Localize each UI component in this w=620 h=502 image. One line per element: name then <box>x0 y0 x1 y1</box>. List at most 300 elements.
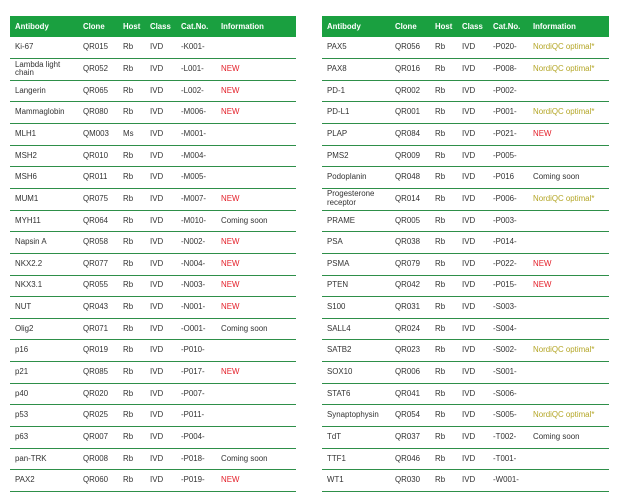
cell-clone: QM003 <box>78 124 118 146</box>
cell-host: Rb <box>430 297 457 319</box>
cell-class: IVD <box>145 427 176 449</box>
cell-cat-no: -P004- <box>176 427 216 449</box>
cell-cat-no: -T001- <box>488 448 528 470</box>
cell-clone: QR011 <box>78 167 118 189</box>
table-row <box>10 80 296 102</box>
cell-cat-no: -P006- <box>488 188 528 210</box>
cell-information: NEW <box>216 188 296 210</box>
cell-clone: QR060 <box>78 470 118 492</box>
header-host: Host <box>118 16 145 37</box>
cell-clone: QR064 <box>78 210 118 232</box>
cell-host: Rb <box>118 275 145 297</box>
cell-antibody: Progesterone receptor <box>322 188 390 210</box>
cell-host: Rb <box>118 102 145 124</box>
cell-cat-no: -N001- <box>176 297 216 319</box>
table-row <box>322 253 609 275</box>
cell-class: IVD <box>145 188 176 210</box>
cell-antibody: PLAP <box>322 124 390 146</box>
cell-clone: QR056 <box>390 37 430 59</box>
cell-information <box>528 318 609 340</box>
cell-cat-no: -M001- <box>176 124 216 146</box>
cell-class: IVD <box>457 383 488 405</box>
cell-information: Coming soon <box>216 448 296 470</box>
cell-antibody: Podoplanin <box>322 167 390 189</box>
cell-class: IVD <box>145 210 176 232</box>
table-row <box>322 124 609 146</box>
header-clone: Clone <box>78 16 118 37</box>
table-row <box>10 405 296 427</box>
cell-information: NEW <box>216 253 296 275</box>
cell-host: Rb <box>430 232 457 254</box>
cell-antibody: WT1 <box>322 470 390 492</box>
cell-host: Rb <box>430 448 457 470</box>
cell-information <box>528 470 609 492</box>
table-row <box>322 210 609 232</box>
cell-antibody: PSMA <box>322 253 390 275</box>
cell-class: IVD <box>145 448 176 470</box>
cell-clone: QR007 <box>78 427 118 449</box>
cell-clone: QR008 <box>78 448 118 470</box>
cell-host: Rb <box>430 427 457 449</box>
table-row <box>10 470 296 492</box>
cell-antibody: Ki-67 <box>10 37 78 59</box>
antibody-table-right <box>322 16 609 492</box>
cell-class: IVD <box>457 145 488 167</box>
cell-clone: QR058 <box>78 232 118 254</box>
table-row <box>10 167 296 189</box>
cell-class: IVD <box>145 318 176 340</box>
cell-information: NEW <box>216 102 296 124</box>
cell-antibody: SALL4 <box>322 318 390 340</box>
cell-class: IVD <box>145 145 176 167</box>
cell-class: IVD <box>145 102 176 124</box>
cell-clone: QR023 <box>390 340 430 362</box>
cell-antibody: Lambda light chain <box>10 59 78 81</box>
header-cat-no: Cat.No. <box>488 16 528 37</box>
cell-class: IVD <box>457 405 488 427</box>
cell-information <box>528 297 609 319</box>
cell-clone: QR085 <box>78 362 118 384</box>
cell-information <box>216 167 296 189</box>
cell-information: NordiQC optimal* <box>528 59 609 81</box>
cell-information <box>528 145 609 167</box>
cell-antibody: PRAME <box>322 210 390 232</box>
table-row <box>10 124 296 146</box>
cell-class: IVD <box>457 470 488 492</box>
header-information: Information <box>216 16 296 37</box>
cell-clone: QR010 <box>78 145 118 167</box>
cell-antibody: Langerin <box>10 80 78 102</box>
table-row <box>322 80 609 102</box>
cell-cat-no: -P001- <box>488 102 528 124</box>
cell-clone: QR079 <box>390 253 430 275</box>
cell-information: NEW <box>528 124 609 146</box>
table-body <box>10 37 296 491</box>
table-row <box>10 340 296 362</box>
cell-host: Rb <box>430 405 457 427</box>
cell-antibody: Synaptophysin <box>322 405 390 427</box>
cell-cat-no: -P021- <box>488 124 528 146</box>
cell-clone: QR071 <box>78 318 118 340</box>
cell-antibody: p21 <box>10 362 78 384</box>
cell-cat-no: -M010- <box>176 210 216 232</box>
cell-class: IVD <box>457 102 488 124</box>
cell-class: IVD <box>457 253 488 275</box>
cell-host: Rb <box>118 427 145 449</box>
cell-clone: QR046 <box>390 448 430 470</box>
cell-clone: QR075 <box>78 188 118 210</box>
cell-host: Rb <box>118 188 145 210</box>
table-header-row <box>322 16 609 37</box>
cell-information: NEW <box>216 80 296 102</box>
cell-clone: QR009 <box>390 145 430 167</box>
cell-class: IVD <box>145 470 176 492</box>
cell-cat-no: -P010- <box>176 340 216 362</box>
cell-information <box>528 448 609 470</box>
cell-antibody: MYH11 <box>10 210 78 232</box>
header-antibody: Antibody <box>10 16 78 37</box>
table-row <box>10 102 296 124</box>
cell-antibody: PAX5 <box>322 37 390 59</box>
cell-host: Rb <box>430 275 457 297</box>
table-row <box>10 297 296 319</box>
table-body <box>322 37 609 491</box>
cell-class: IVD <box>457 297 488 319</box>
table-row <box>322 470 609 492</box>
cell-cat-no: -S002- <box>488 340 528 362</box>
cell-clone: QR037 <box>390 427 430 449</box>
cell-host: Rb <box>118 297 145 319</box>
cell-cat-no: -L001- <box>176 59 216 81</box>
cell-cat-no: -P017- <box>176 362 216 384</box>
cell-cat-no: -M007- <box>176 188 216 210</box>
cell-class: IVD <box>145 232 176 254</box>
cell-information <box>528 383 609 405</box>
cell-host: Rb <box>118 340 145 362</box>
table-row <box>322 37 609 59</box>
cell-information <box>528 80 609 102</box>
cell-host: Rb <box>118 80 145 102</box>
cell-cat-no: -L002- <box>176 80 216 102</box>
cell-information: Coming soon <box>528 167 609 189</box>
cell-antibody: SATB2 <box>322 340 390 362</box>
cell-class: IVD <box>457 124 488 146</box>
cell-antibody: MSH6 <box>10 167 78 189</box>
cell-host: Rb <box>118 448 145 470</box>
cell-class: IVD <box>457 275 488 297</box>
cell-class: IVD <box>457 318 488 340</box>
cell-cat-no: -S001- <box>488 362 528 384</box>
cell-clone: QR001 <box>390 102 430 124</box>
cell-host: Rb <box>118 470 145 492</box>
cell-cat-no: -P005- <box>488 145 528 167</box>
cell-antibody: S100 <box>322 297 390 319</box>
cell-antibody: PTEN <box>322 275 390 297</box>
cell-class: IVD <box>457 427 488 449</box>
cell-cat-no: -S004- <box>488 318 528 340</box>
cell-host: Rb <box>430 102 457 124</box>
table-row <box>322 188 609 210</box>
cell-antibody: NUT <box>10 297 78 319</box>
cell-information: NEW <box>528 253 609 275</box>
cell-class: IVD <box>145 405 176 427</box>
cell-information: NordiQC optimal* <box>528 340 609 362</box>
cell-class: IVD <box>457 232 488 254</box>
cell-clone: QR005 <box>390 210 430 232</box>
header-clone: Clone <box>390 16 430 37</box>
cell-cat-no: -M004- <box>176 145 216 167</box>
cell-class: IVD <box>145 340 176 362</box>
table-row <box>322 167 609 189</box>
cell-host: Rb <box>430 253 457 275</box>
cell-host: Rb <box>118 37 145 59</box>
cell-clone: QR054 <box>390 405 430 427</box>
cell-class: IVD <box>145 275 176 297</box>
cell-clone: QR025 <box>78 405 118 427</box>
cell-clone: QR016 <box>390 59 430 81</box>
cell-information: NEW <box>216 275 296 297</box>
table-row <box>322 383 609 405</box>
cell-cat-no: -O001- <box>176 318 216 340</box>
cell-antibody: TTF1 <box>322 448 390 470</box>
antibody-table-left <box>10 16 296 492</box>
cell-clone: QR015 <box>78 37 118 59</box>
cell-clone: QR055 <box>78 275 118 297</box>
header-cat-no: Cat.No. <box>176 16 216 37</box>
cell-class: IVD <box>145 297 176 319</box>
cell-clone: QR080 <box>78 102 118 124</box>
cell-class: IVD <box>457 37 488 59</box>
cell-host: Rb <box>430 145 457 167</box>
header-class: Class <box>145 16 176 37</box>
cell-clone: QR024 <box>390 318 430 340</box>
cell-clone: QR006 <box>390 362 430 384</box>
cell-class: IVD <box>145 124 176 146</box>
cell-clone: QR002 <box>390 80 430 102</box>
cell-antibody: PAX2 <box>10 470 78 492</box>
table-row <box>10 253 296 275</box>
cell-information: NEW <box>528 275 609 297</box>
cell-host: Rb <box>118 59 145 81</box>
cell-cat-no: -N003- <box>176 275 216 297</box>
cell-class: IVD <box>457 167 488 189</box>
cell-class: IVD <box>145 253 176 275</box>
cell-cat-no: -P019- <box>176 470 216 492</box>
cell-clone: QR041 <box>390 383 430 405</box>
cell-host: Rb <box>118 362 145 384</box>
cell-host: Rb <box>118 318 145 340</box>
cell-cat-no: -P003- <box>488 210 528 232</box>
table-row <box>322 362 609 384</box>
cell-cat-no: -S003- <box>488 297 528 319</box>
cell-clone: QR043 <box>78 297 118 319</box>
cell-class: IVD <box>145 362 176 384</box>
cell-information: NordiQC optimal* <box>528 405 609 427</box>
cell-information <box>216 145 296 167</box>
cell-cat-no: -P015- <box>488 275 528 297</box>
table-row <box>322 297 609 319</box>
cell-antibody: NKX2.2 <box>10 253 78 275</box>
table-row <box>10 210 296 232</box>
cell-class: IVD <box>145 59 176 81</box>
cell-antibody: MUM1 <box>10 188 78 210</box>
cell-host: Rb <box>430 210 457 232</box>
cell-information: NEW <box>216 59 296 81</box>
cell-clone: QR084 <box>390 124 430 146</box>
cell-host: Rb <box>430 167 457 189</box>
cell-host: Rb <box>118 145 145 167</box>
cell-antibody: TdT <box>322 427 390 449</box>
cell-clone: QR052 <box>78 59 118 81</box>
table-row <box>10 145 296 167</box>
cell-class: IVD <box>457 210 488 232</box>
cell-information <box>528 210 609 232</box>
cell-clone: QR048 <box>390 167 430 189</box>
cell-host: Rb <box>430 362 457 384</box>
cell-class: IVD <box>457 59 488 81</box>
table-row <box>322 145 609 167</box>
cell-clone: QR065 <box>78 80 118 102</box>
cell-clone: QR030 <box>390 470 430 492</box>
cell-antibody: p53 <box>10 405 78 427</box>
cell-cat-no: -P014- <box>488 232 528 254</box>
cell-class: IVD <box>457 448 488 470</box>
cell-cat-no: -P011- <box>176 405 216 427</box>
cell-class: IVD <box>457 80 488 102</box>
cell-antibody: PD-1 <box>322 80 390 102</box>
cell-host: Rb <box>118 405 145 427</box>
table-row <box>10 362 296 384</box>
cell-host: Rb <box>118 167 145 189</box>
cell-clone: QR019 <box>78 340 118 362</box>
cell-antibody: NKX3.1 <box>10 275 78 297</box>
cell-cat-no: -P002- <box>488 80 528 102</box>
cell-cat-no: -P022- <box>488 253 528 275</box>
cell-information <box>216 405 296 427</box>
cell-host: Rb <box>430 383 457 405</box>
cell-information <box>216 37 296 59</box>
table-row <box>322 59 609 81</box>
cell-host: Rb <box>118 383 145 405</box>
cell-host: Rb <box>430 188 457 210</box>
cell-cat-no: -P008- <box>488 59 528 81</box>
cell-cat-no: -S006- <box>488 383 528 405</box>
cell-clone: QR031 <box>390 297 430 319</box>
cell-cat-no: -N004- <box>176 253 216 275</box>
cell-antibody: PSA <box>322 232 390 254</box>
cell-information: Coming soon <box>216 210 296 232</box>
cell-information <box>528 362 609 384</box>
cell-host: Rb <box>430 59 457 81</box>
cell-antibody: STAT6 <box>322 383 390 405</box>
cell-host: Rb <box>118 253 145 275</box>
cell-cat-no: -K001- <box>176 37 216 59</box>
cell-cat-no: -T002- <box>488 427 528 449</box>
cell-information: NordiQC optimal* <box>528 102 609 124</box>
table-row <box>322 318 609 340</box>
cell-antibody: Napsin A <box>10 232 78 254</box>
cell-information: Coming soon <box>528 427 609 449</box>
cell-cat-no: -W001- <box>488 470 528 492</box>
cell-class: IVD <box>145 167 176 189</box>
header-information: Information <box>528 16 609 37</box>
cell-antibody: SOX10 <box>322 362 390 384</box>
cell-information <box>216 340 296 362</box>
header-antibody: Antibody <box>322 16 390 37</box>
table-row <box>322 340 609 362</box>
cell-host: Rb <box>430 37 457 59</box>
table-row <box>322 102 609 124</box>
cell-host: Rb <box>430 80 457 102</box>
cell-host: Ms <box>118 124 145 146</box>
table-row <box>322 232 609 254</box>
table-row <box>10 275 296 297</box>
cell-information: NEW <box>216 470 296 492</box>
table-row <box>322 448 609 470</box>
cell-class: IVD <box>457 340 488 362</box>
table-row <box>322 405 609 427</box>
table-row <box>322 275 609 297</box>
table-row <box>10 383 296 405</box>
cell-antibody: pan-TRK <box>10 448 78 470</box>
cell-cat-no: -M005- <box>176 167 216 189</box>
table-row <box>10 59 296 81</box>
cell-cat-no: -N002- <box>176 232 216 254</box>
table-row <box>10 427 296 449</box>
cell-host: Rb <box>430 340 457 362</box>
cell-cat-no: -P007- <box>176 383 216 405</box>
cell-antibody: p63 <box>10 427 78 449</box>
cell-antibody: MSH2 <box>10 145 78 167</box>
cell-cat-no: -M006- <box>176 102 216 124</box>
cell-cat-no: -P020- <box>488 37 528 59</box>
cell-host: Rb <box>430 124 457 146</box>
table-header-row <box>10 16 296 37</box>
cell-class: IVD <box>145 80 176 102</box>
cell-information <box>216 383 296 405</box>
cell-information: NordiQC optimal* <box>528 37 609 59</box>
cell-class: IVD <box>145 383 176 405</box>
table-row <box>10 37 296 59</box>
cell-information: NEW <box>216 297 296 319</box>
cell-information: Coming soon <box>216 318 296 340</box>
cell-antibody: Olig2 <box>10 318 78 340</box>
cell-class: IVD <box>457 362 488 384</box>
cell-class: IVD <box>145 37 176 59</box>
cell-information: NEW <box>216 362 296 384</box>
table-row <box>10 232 296 254</box>
cell-antibody: PMS2 <box>322 145 390 167</box>
cell-clone: QR077 <box>78 253 118 275</box>
header-class: Class <box>457 16 488 37</box>
cell-clone: QR038 <box>390 232 430 254</box>
cell-class: IVD <box>457 188 488 210</box>
table-row <box>322 427 609 449</box>
table-row <box>10 318 296 340</box>
cell-clone: QR014 <box>390 188 430 210</box>
cell-clone: QR020 <box>78 383 118 405</box>
cell-antibody: p40 <box>10 383 78 405</box>
cell-host: Rb <box>430 318 457 340</box>
cell-cat-no: -P018- <box>176 448 216 470</box>
table-row <box>10 188 296 210</box>
cell-information <box>528 232 609 254</box>
cell-antibody: MLH1 <box>10 124 78 146</box>
cell-information: NEW <box>216 232 296 254</box>
cell-information <box>216 124 296 146</box>
cell-antibody: PD-L1 <box>322 102 390 124</box>
cell-antibody: p16 <box>10 340 78 362</box>
